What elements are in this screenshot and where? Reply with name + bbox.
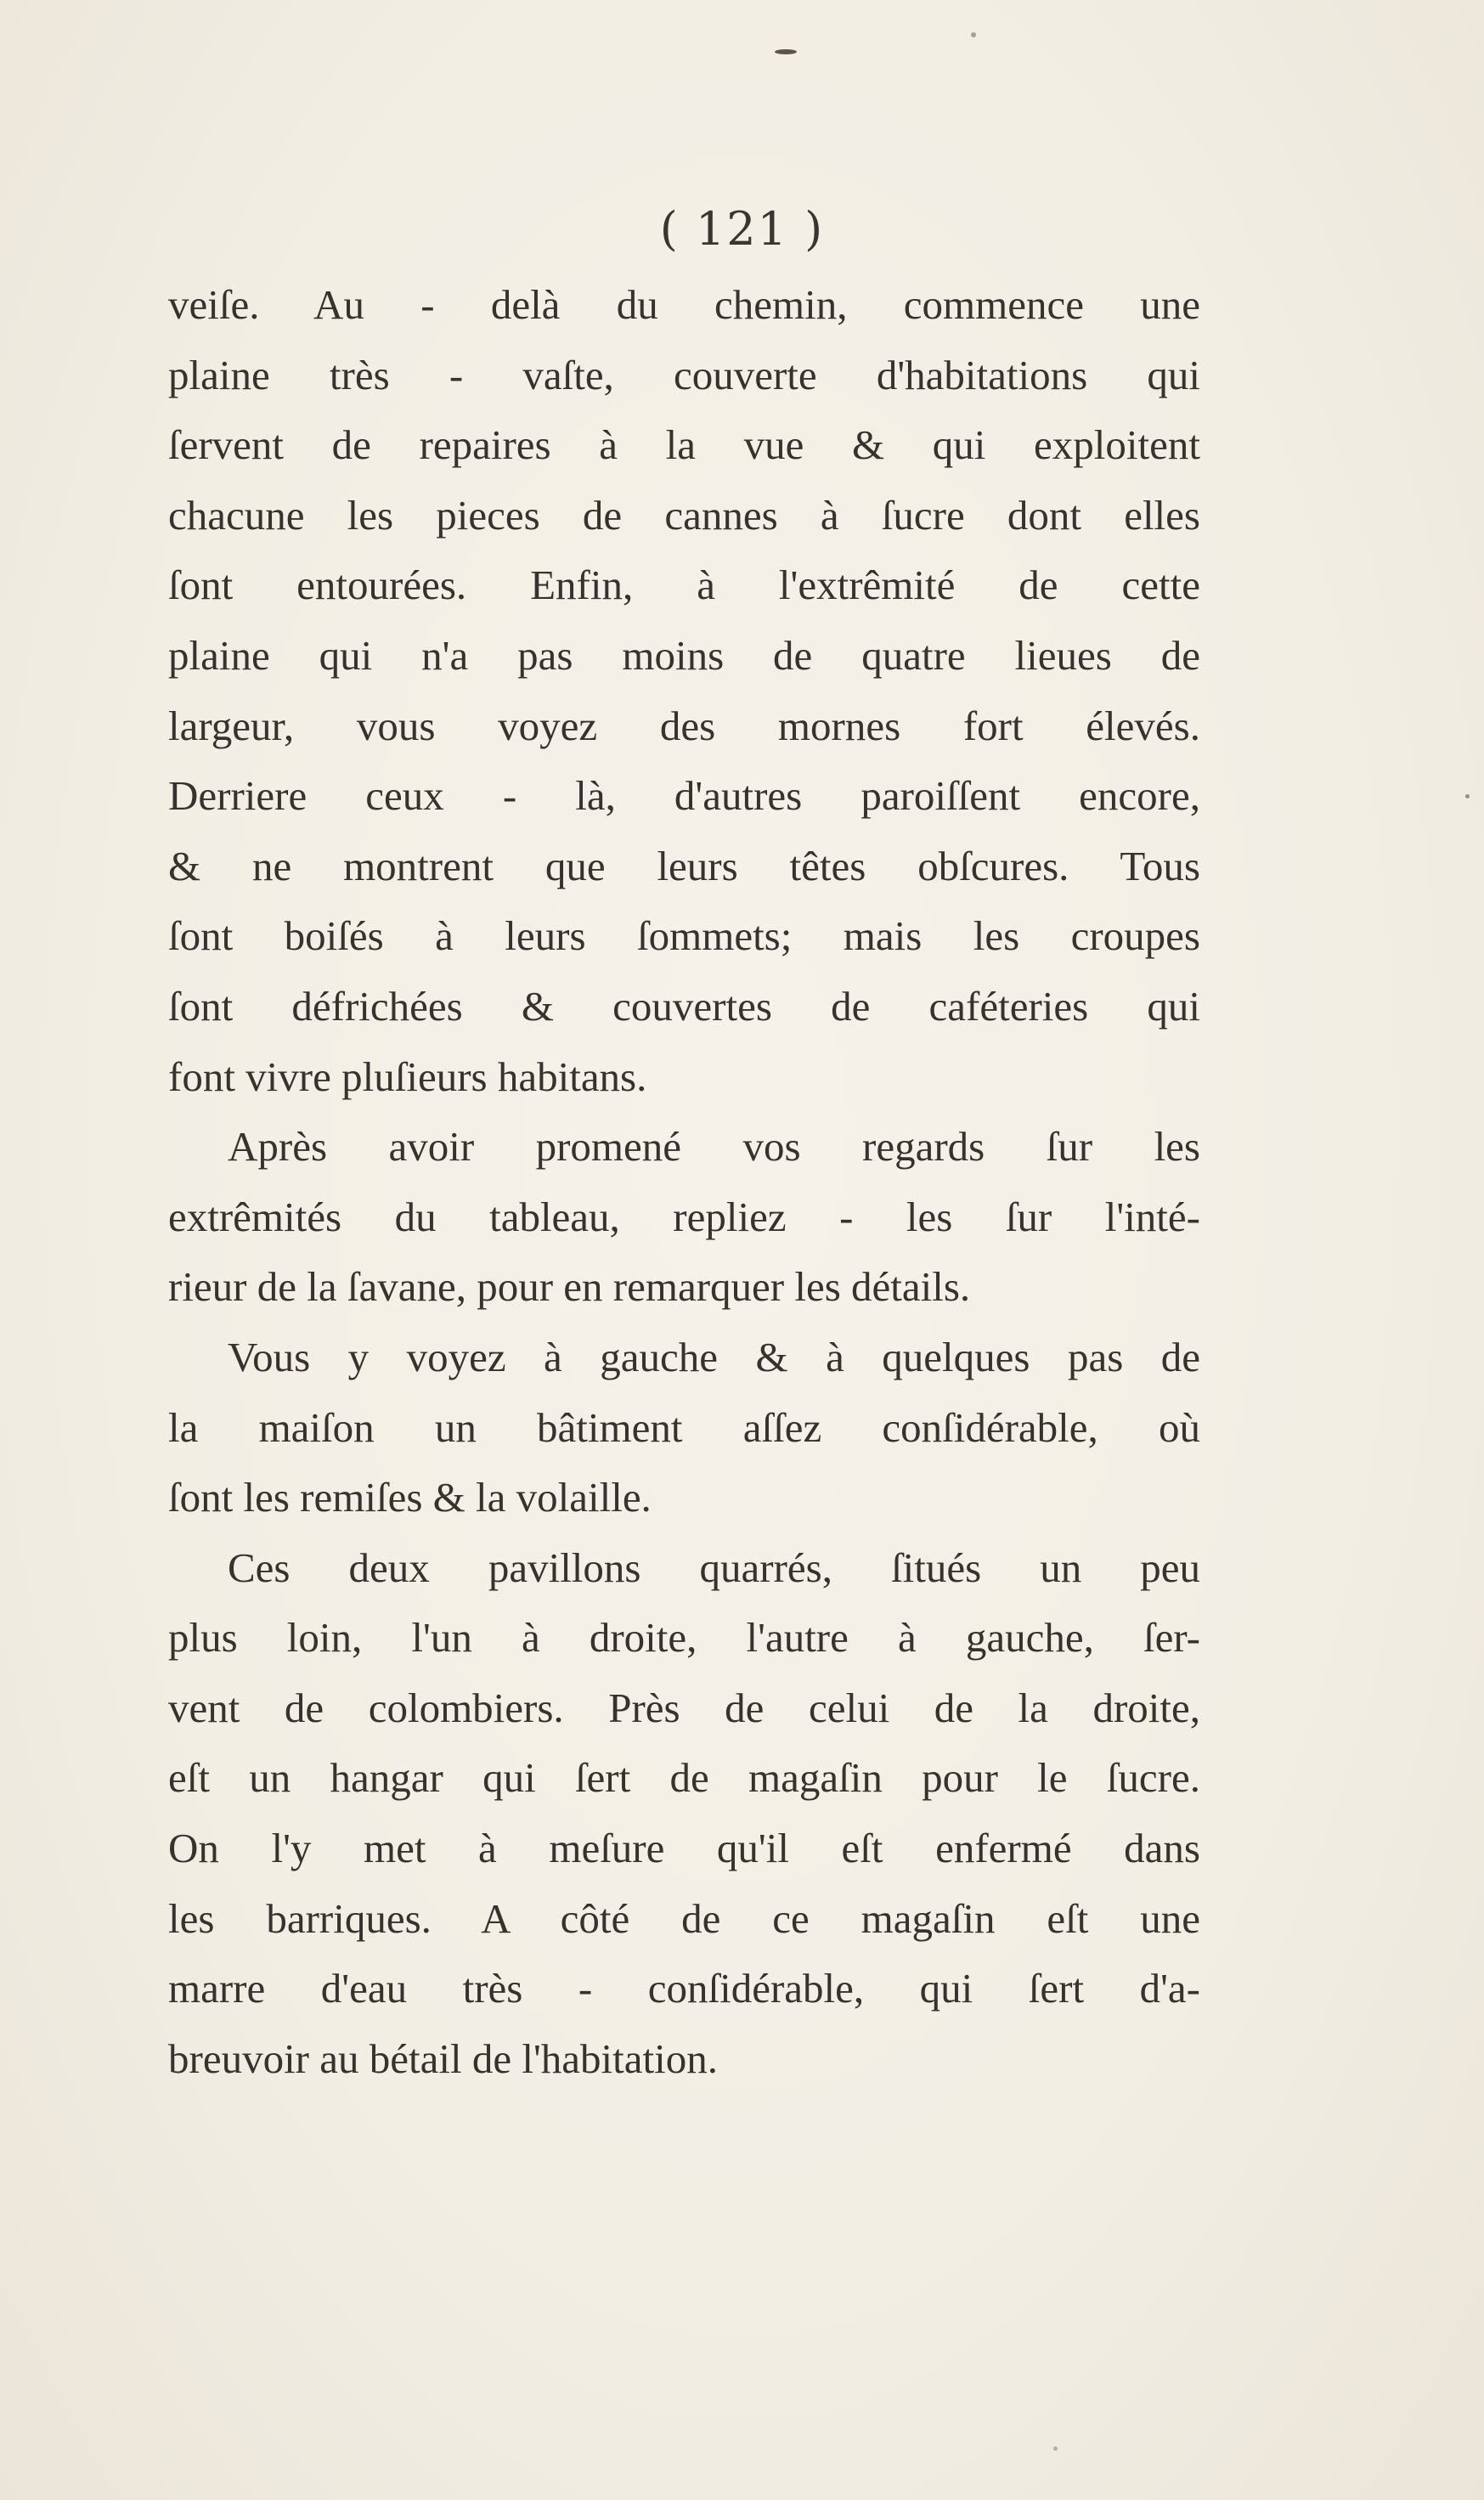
text-line: On l'y met à meſure qu'il eſt enfermé dans — [168, 1825, 1200, 1872]
text-line: Après avoir promené vos regards ſur les — [228, 1123, 1200, 1171]
text-line: veiſe. Au - delà du chemin, commence une — [168, 281, 1200, 328]
text-line: les barriques. A côté de ce magaſin eſt une — [168, 1894, 1200, 1942]
text-line: la maiſon un bâtiment aſſez conſidérable, où — [168, 1403, 1200, 1451]
text-line: breuvoir au bétail de l'habitation. — [168, 2034, 718, 2082]
text-line: Ces deux pavillons quarrés, ſitués un peu — [228, 1543, 1200, 1591]
text-line: plaine qui n'a pas moins de quatre lieues de — [168, 631, 1200, 679]
ink-speck — [775, 49, 797, 54]
text-line: eſt un hangar qui ſert de magaſin pour le ſucre. — [168, 1754, 1200, 1802]
text-line: & ne montrent que leurs têtes obſcures. Tous — [168, 842, 1200, 889]
text-line: vent de colombiers. Près de celui de la droite, — [168, 1684, 1200, 1731]
ink-speck — [1465, 794, 1470, 799]
text-line: chacune les pieces de cannes à ſucre dont elles — [168, 491, 1200, 539]
text-line: Derriere ceux - là, d'autres paroiſſent encore, — [168, 772, 1200, 820]
text-line: ſont les remiſes & la volaille. — [168, 1474, 652, 1521]
page-number: ( 121 ) — [659, 202, 825, 256]
ink-speck — [1053, 2446, 1058, 2451]
text-line: font vivre pluſieurs habitans. — [168, 1052, 647, 1100]
text-line: rieur de la ſavane, pour en remarquer les détails. — [168, 1263, 971, 1311]
text-line: ſont entourées. Enfin, à l'extrêmité de cette — [168, 562, 1200, 609]
text-line: plus loin, l'un à droite, l'autre à gauche, ſer- — [168, 1614, 1200, 1662]
text-line: extrêmités du tableau, repliez - les ſur l'inté- — [168, 1193, 1200, 1240]
text-line: ſont boiſés à leurs ſommets; mais les croupes — [168, 912, 1200, 960]
text-line: Vous y voyez à gauche & à quelques pas de — [228, 1333, 1200, 1380]
text-line: ſervent de repaires à la vue & qui exploitent — [168, 421, 1200, 469]
body-text — [168, 270, 1200, 2094]
text-line: marre d'eau très - conſidérable, qui ſert d'a- — [168, 1965, 1200, 2012]
ink-speck — [971, 32, 976, 37]
text-line: ſont défrichées & couvertes de caféteries qui — [168, 982, 1200, 1030]
text-line: largeur, vous voyez des mornes fort élevés. — [168, 702, 1200, 749]
text-line: plaine très - vaſte, couverte d'habitations qui — [168, 351, 1200, 398]
